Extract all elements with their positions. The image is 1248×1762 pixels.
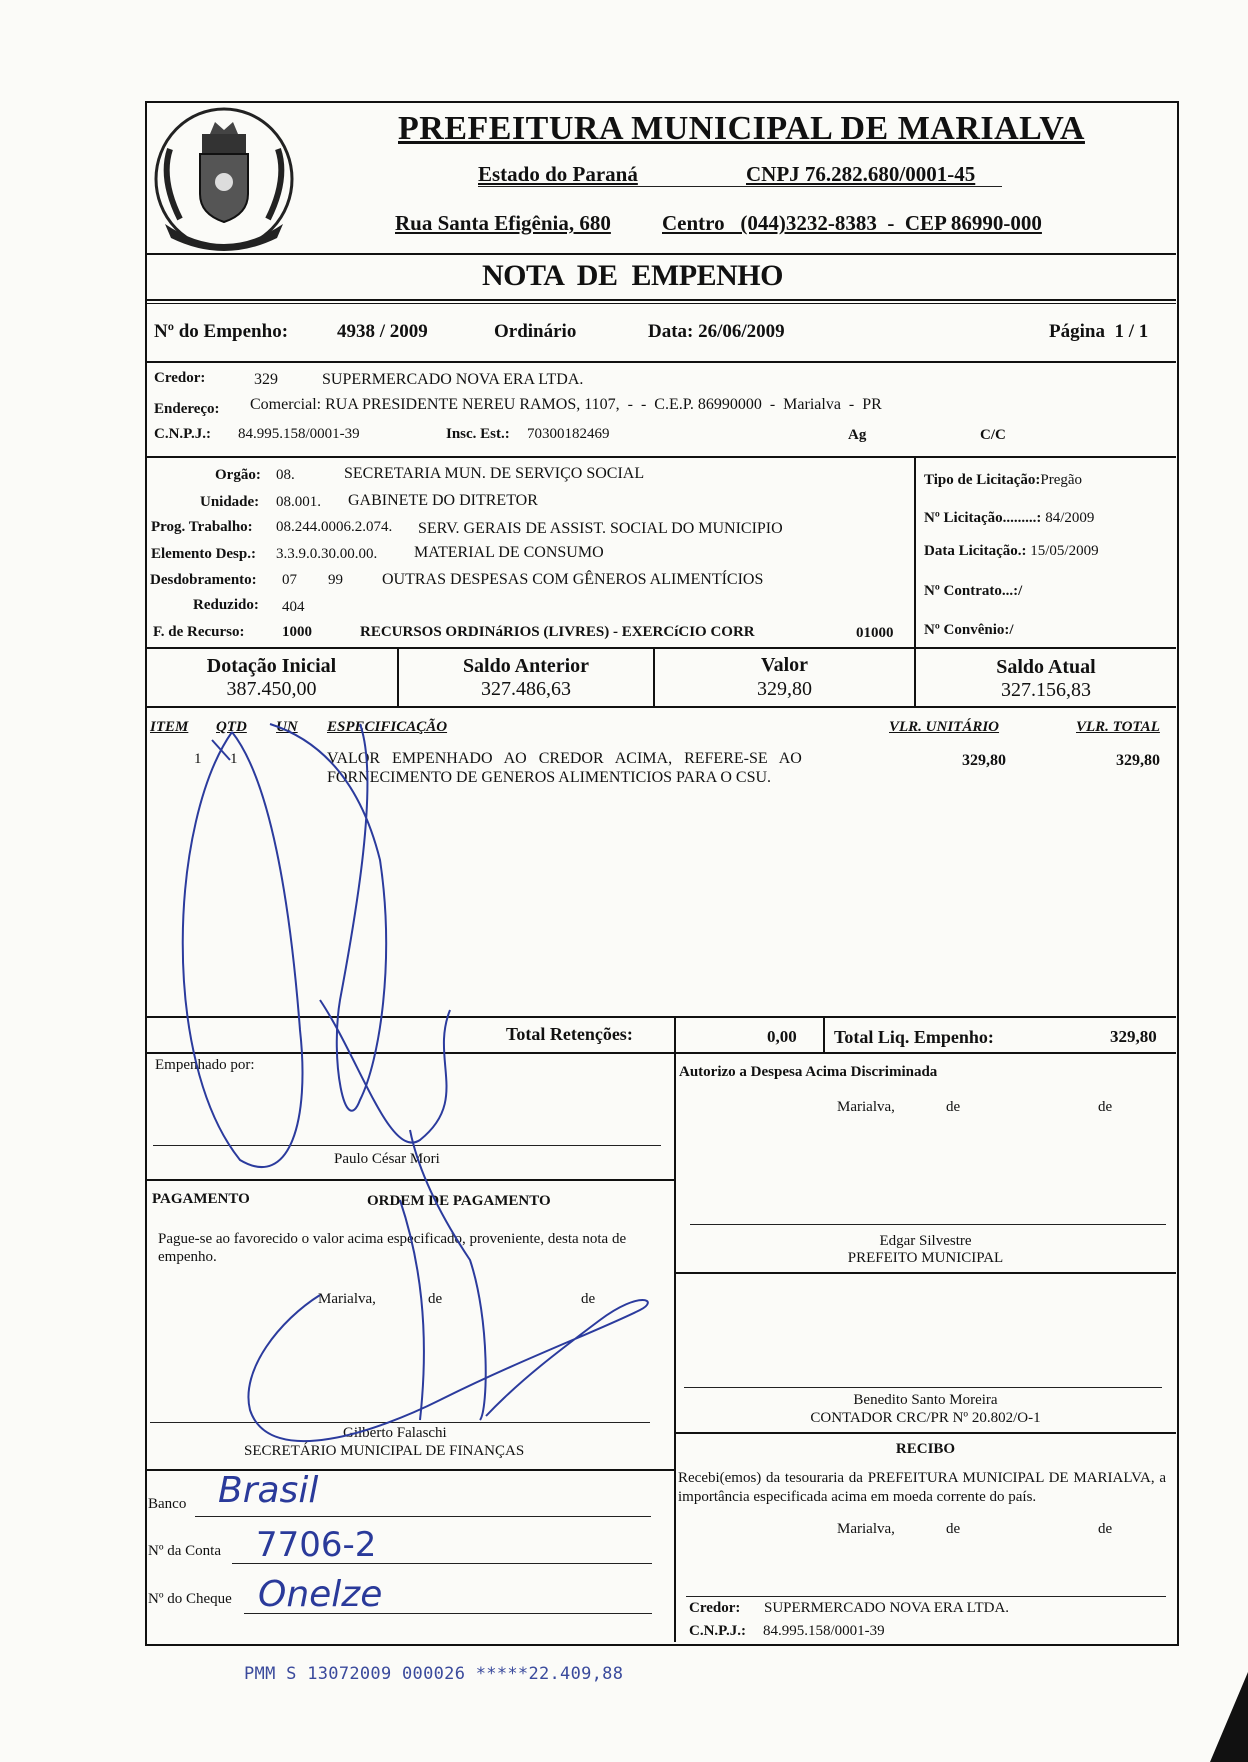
pagamento-de2: de xyxy=(581,1291,596,1307)
divider xyxy=(146,1052,1176,1054)
desd-code1: 07 xyxy=(282,572,297,588)
prefeito-role: PREFEITO MUNICIPAL xyxy=(847,1250,1004,1266)
reduzido-value: 404 xyxy=(282,599,305,615)
empenho-type: Ordinário xyxy=(494,321,577,342)
banco-handwritten: Brasil xyxy=(218,1470,319,1511)
empenho-date: Data: 26/06/2009 xyxy=(648,321,785,342)
vertical-divider xyxy=(823,1017,825,1053)
elem-name: MATERIAL DE CONSUMO xyxy=(414,544,604,561)
header-address: Rua Santa Efigênia, 680 xyxy=(395,211,611,235)
divider xyxy=(146,299,1176,301)
licitacao-data-label: Data Licitação.: xyxy=(924,543,1031,559)
recibo-title: RECIBO xyxy=(895,1441,956,1457)
header-state-rule xyxy=(478,186,1002,187)
saldo-anterior-value: 327.486,63 xyxy=(481,678,571,700)
total-retencoes-label: Total Retenções: xyxy=(506,1024,633,1044)
vertical-divider xyxy=(914,457,916,649)
header-state: Estado do Paraná xyxy=(478,162,638,186)
recibo-credor-label: Credor: xyxy=(689,1600,741,1616)
empenhado-sign-line xyxy=(153,1145,661,1146)
unidade-name: GABINETE DO DITRETOR xyxy=(348,492,538,509)
saldo-anterior-label: Saldo Anterior xyxy=(462,655,590,677)
divider xyxy=(146,647,1176,649)
divider xyxy=(675,1432,1176,1434)
empenho-label: Nº do Empenho: xyxy=(154,321,289,342)
item-vlr-total: 329,80 xyxy=(1116,752,1160,769)
licitacao-tipo-value: Pregão xyxy=(1040,472,1083,488)
desd-code2: 99 xyxy=(328,572,343,588)
endereco-value: Comercial: RUA PRESIDENTE NEREU RAMOS, 1107, - - C.E.P. 86990000 - Marialva - PR xyxy=(250,396,882,413)
unidade-code: 08.001. xyxy=(276,494,321,510)
recibo-place: Marialva, xyxy=(837,1521,895,1537)
header-title: PREFEITURA MUNICIPAL DE MARIALVA xyxy=(398,110,1085,147)
prog-label: Prog. Trabalho: xyxy=(151,519,253,535)
prefeito-sign-line xyxy=(690,1224,1166,1225)
col-especificacao: ESPECIFICAÇÃO xyxy=(327,719,448,735)
cheque-handwritten: Onelze xyxy=(258,1574,383,1615)
fonte-code: 1000 xyxy=(282,624,312,640)
empenho-value: 4938 / 2009 xyxy=(337,321,428,342)
col-un: UN xyxy=(276,719,298,735)
fonte-code2: 01000 xyxy=(856,625,894,641)
recibo-de1: de xyxy=(946,1521,961,1537)
total-liquido-label: Total Liq. Empenho: xyxy=(834,1027,994,1047)
vertical-divider xyxy=(674,1017,676,1053)
recibo-de2: de xyxy=(1098,1521,1113,1537)
header-cnpj: CNPJ 76.282.680/0001-45 xyxy=(746,162,976,186)
ag-label: Ag xyxy=(848,427,867,443)
scan-corner xyxy=(1210,1672,1248,1762)
ordem-pagamento: ORDEM DE PAGAMENTO xyxy=(367,1193,551,1209)
conta-handwritten: 7706-2 xyxy=(256,1525,377,1565)
licitacao-data-value: 15/05/2009 xyxy=(1030,543,1099,559)
licitacao-convenio: Nº Convênio:/ xyxy=(924,622,1014,638)
licitacao-tipo xyxy=(924,472,1082,489)
total-retencoes-value: 0,00 xyxy=(767,1027,797,1046)
cheque-label: Nº do Cheque xyxy=(148,1591,232,1607)
recibo-cnpj-value: 84.995.158/0001-39 xyxy=(763,1623,885,1639)
divider xyxy=(146,303,1176,304)
dotacao-inicial-value: 387.450,00 xyxy=(226,678,317,700)
divider xyxy=(146,1016,1176,1018)
licitacao-data xyxy=(924,543,1099,560)
insc-value: 70300182469 xyxy=(527,426,610,442)
orgao-label: Orgão: xyxy=(215,467,261,483)
licitacao-numero xyxy=(924,510,1094,527)
dotacao-inicial-label: Dotação Inicial xyxy=(206,655,337,677)
licitacao-tipo-label: Tipo de Licitação: xyxy=(924,472,1041,488)
saldo-atual-value: 327.156,83 xyxy=(1001,679,1091,701)
prog-code: 08.244.0006.2.074. xyxy=(276,519,393,535)
recibo-text: Recebi(emos) da tesouraria da PREFEITURA MUNICIPAL DE MARIALVA, a importância especificada acima em moeda corrente do país. xyxy=(678,1470,1166,1505)
reduzido-label: Reduzido: xyxy=(193,597,259,613)
licitacao-numero-label: Nº Licitação.........: xyxy=(924,510,1046,526)
unidade-label: Unidade: xyxy=(200,494,260,510)
empenhado-name: Paulo César Mori xyxy=(334,1151,440,1167)
licitacao-contrato: Nº Contrato...:/ xyxy=(924,583,1023,599)
prefeito-name: Edgar Silvestre xyxy=(879,1233,972,1249)
coat-of-arms-icon xyxy=(150,104,298,254)
recibo-credor-value: SUPERMERCADO NOVA ERA LTDA. xyxy=(764,1600,1010,1616)
banco-line xyxy=(195,1516,651,1517)
item-desc-line1: VALOR EMPENHADO AO CREDOR ACIMA, REFERE-SE AO xyxy=(327,750,802,767)
vertical-divider xyxy=(674,1053,676,1642)
contador-role: CONTADOR CRC/PR Nº 20.802/O-1 xyxy=(810,1410,1041,1426)
saldo-atual-label: Saldo Atual xyxy=(996,656,1096,678)
cc-label: C/C xyxy=(980,427,1006,443)
licitacao-numero-value: 84/2009 xyxy=(1045,510,1095,526)
fonte-name: RECURSOS ORDINáRIOS (LIVRES) - EXERCíCIO CORR xyxy=(360,624,755,640)
autorizo-de1: de xyxy=(946,1099,961,1115)
item-desc-line2: FORNECIMENTO DE GENEROS ALIMENTICIOS PARA O CSU. xyxy=(327,769,772,786)
credor-code: 329 xyxy=(254,371,278,388)
item-vlr-unitario: 329,80 xyxy=(962,752,1006,769)
pagamento-de1: de xyxy=(428,1291,443,1307)
divider xyxy=(675,1272,1176,1274)
valor-value: 329,80 xyxy=(757,678,812,700)
fonte-label: F. de Recurso: xyxy=(153,624,245,640)
pagamento-label: PAGAMENTO xyxy=(152,1191,250,1207)
valor-label: Valor xyxy=(760,654,809,676)
col-vlr-unitario: VLR. UNITÁRIO xyxy=(889,719,1000,735)
divider xyxy=(146,1179,676,1181)
credor-cnpj-label: C.N.P.J.: xyxy=(154,426,211,442)
recibo-sign-line xyxy=(686,1596,1166,1597)
pagamento-place: Marialva, xyxy=(318,1291,376,1307)
desd-name: OUTRAS DESPESAS COM GÊNEROS ALIMENTÍCIOS xyxy=(382,571,764,588)
pagamento-text: Pague-se ao favorecido o valor acima especificado, proveniente, desta nota de empenho. xyxy=(158,1231,627,1265)
banco-label: Banco xyxy=(148,1496,187,1512)
autorizo-label: Autorizo a Despesa Acima Discriminada xyxy=(679,1064,938,1080)
doc-title: NOTA DE EMPENHO xyxy=(482,259,783,292)
insc-label: Insc. Est.: xyxy=(446,426,510,442)
contador-sign-line xyxy=(684,1387,1162,1388)
pagamento-signer-role: SECRETÁRIO MUNICIPAL DE FINANÇAS xyxy=(244,1443,525,1459)
orgao-name: SECRETARIA MUN. DE SERVIÇO SOCIAL xyxy=(344,465,645,482)
elem-label: Elemento Desp.: xyxy=(151,546,256,562)
divider xyxy=(146,456,1176,458)
empenhado-label: Empenhado por: xyxy=(155,1057,255,1073)
item-number: 1 xyxy=(194,751,202,767)
orgao-code: 08. xyxy=(276,467,295,483)
autorizo-place: Marialva, xyxy=(837,1099,895,1115)
endereco-label: Endereço: xyxy=(154,401,220,417)
desd-label: Desdobramento: xyxy=(150,572,257,588)
bank-stamp: PMM S 13072009 000026 *****22.409,88 xyxy=(244,1664,624,1684)
credor-label: Credor: xyxy=(154,370,206,386)
recibo-cnpj-label: C.N.P.J.: xyxy=(689,1623,746,1639)
conta-label: Nº da Conta xyxy=(148,1543,221,1559)
divider xyxy=(146,361,1176,363)
divider xyxy=(146,706,1176,708)
col-vlr-total: VLR. TOTAL xyxy=(1076,719,1160,735)
credor-name: SUPERMERCADO NOVA ERA LTDA. xyxy=(322,371,584,388)
contador-name: Benedito Santo Moreira xyxy=(853,1392,998,1408)
header-contact: Centro (044)3232-8383 - CEP 86990-000 xyxy=(662,211,1042,235)
page-number: Página 1 / 1 xyxy=(1049,321,1149,342)
col-qtd: QTD xyxy=(216,719,247,735)
pagamento-sign-line xyxy=(150,1422,650,1423)
autorizo-de2: de xyxy=(1098,1099,1113,1115)
elem-code: 3.3.9.0.30.00.00. xyxy=(276,546,378,562)
divider xyxy=(146,253,1176,255)
credor-cnpj-value: 84.995.158/0001-39 xyxy=(238,426,360,442)
prog-name: SERV. GERAIS DE ASSIST. SOCIAL DO MUNICIPIO xyxy=(418,520,783,537)
item-qtd: 1 xyxy=(230,751,238,767)
total-liquido-value: 329,80 xyxy=(1110,1027,1157,1046)
col-item: ITEM xyxy=(150,719,189,735)
pagamento-signer-name: Gilberto Falaschi xyxy=(343,1425,447,1441)
